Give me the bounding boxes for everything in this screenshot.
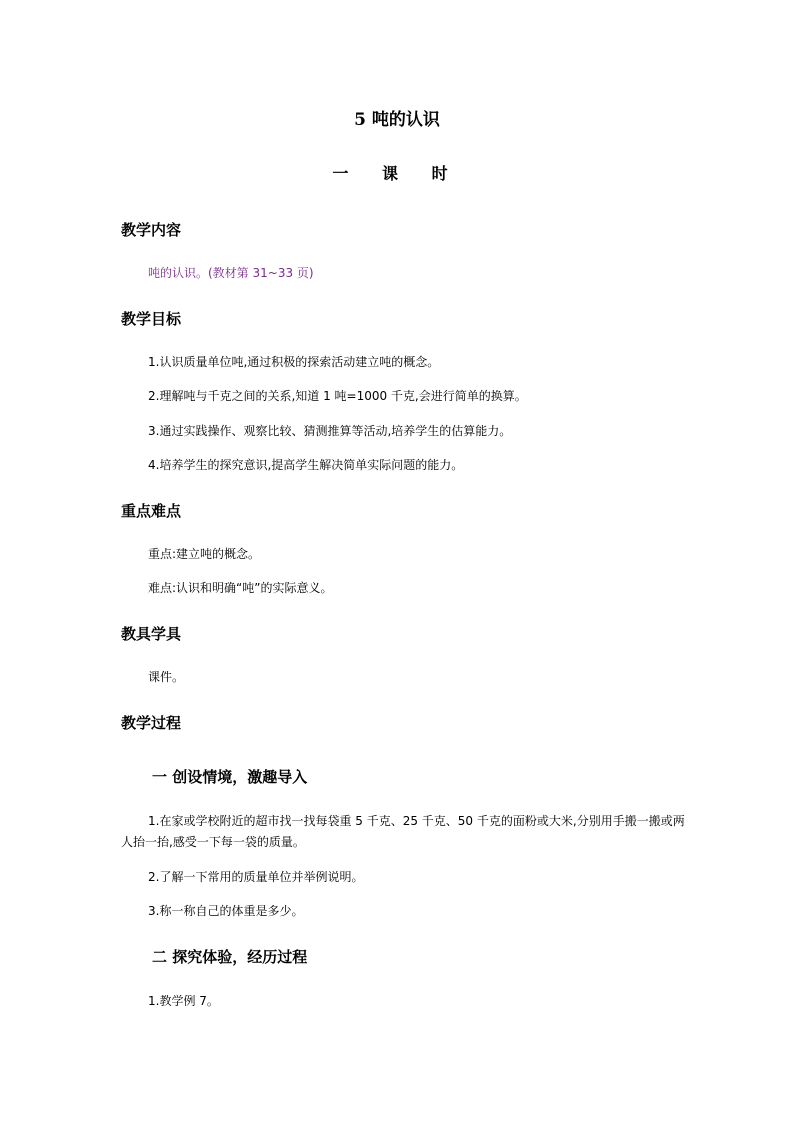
teaching-content-text: 吨的认识。(教材第 31~33 页): [148, 266, 314, 280]
key-point-item: 重点:建立吨的概念。: [148, 547, 261, 561]
goal-item: 3.通过实践操作、观察比较、猜测推算等活动,培养学生的估算能力。: [148, 424, 512, 438]
heading-teaching-tools: 教具学具: [121, 625, 182, 643]
process-part2-heading: 二 探究体验，经历过程: [152, 948, 308, 966]
key-point-item: 难点:认识和明确“吨”的实际意义。: [148, 581, 333, 595]
process-part1-heading: 一 创设情境，激趣导入: [152, 768, 308, 786]
teaching-tools-text: 课件。: [148, 670, 185, 684]
document-title: 5 吨的认识: [354, 110, 440, 130]
heading-teaching-goals: 教学目标: [121, 310, 182, 328]
process-part2-item: 1.教学例 7。: [148, 994, 219, 1008]
process-part1-item: 3.称一称自己的体重是多少。: [148, 904, 304, 918]
process-part1-item: 1.在家或学校附近的超市找一找每袋重 5 千克、25 千克、50 千克的面粉或大米,分别用手搬一搬或两人抬一抬,感受一下每一袋的质量。: [121, 814, 685, 849]
heading-teaching-content: 教学内容: [121, 221, 182, 239]
goal-item: 4.培养学生的探究意识,提高学生解决简单实际问题的能力。: [148, 458, 464, 472]
goal-item: 1.认识质量单位吨,通过积极的探索活动建立吨的概念。: [148, 355, 440, 369]
lesson-subtitle: 一 课 时: [332, 164, 462, 183]
goal-item: 2.理解吨与千克之间的关系,知道 1 吨=1000 千克,会进行简单的换算。: [148, 389, 527, 403]
process-part1-item: 2.了解一下常用的质量单位并举例说明。: [148, 870, 364, 884]
heading-key-points: 重点难点: [121, 502, 182, 520]
heading-teaching-process: 教学过程: [121, 714, 182, 732]
